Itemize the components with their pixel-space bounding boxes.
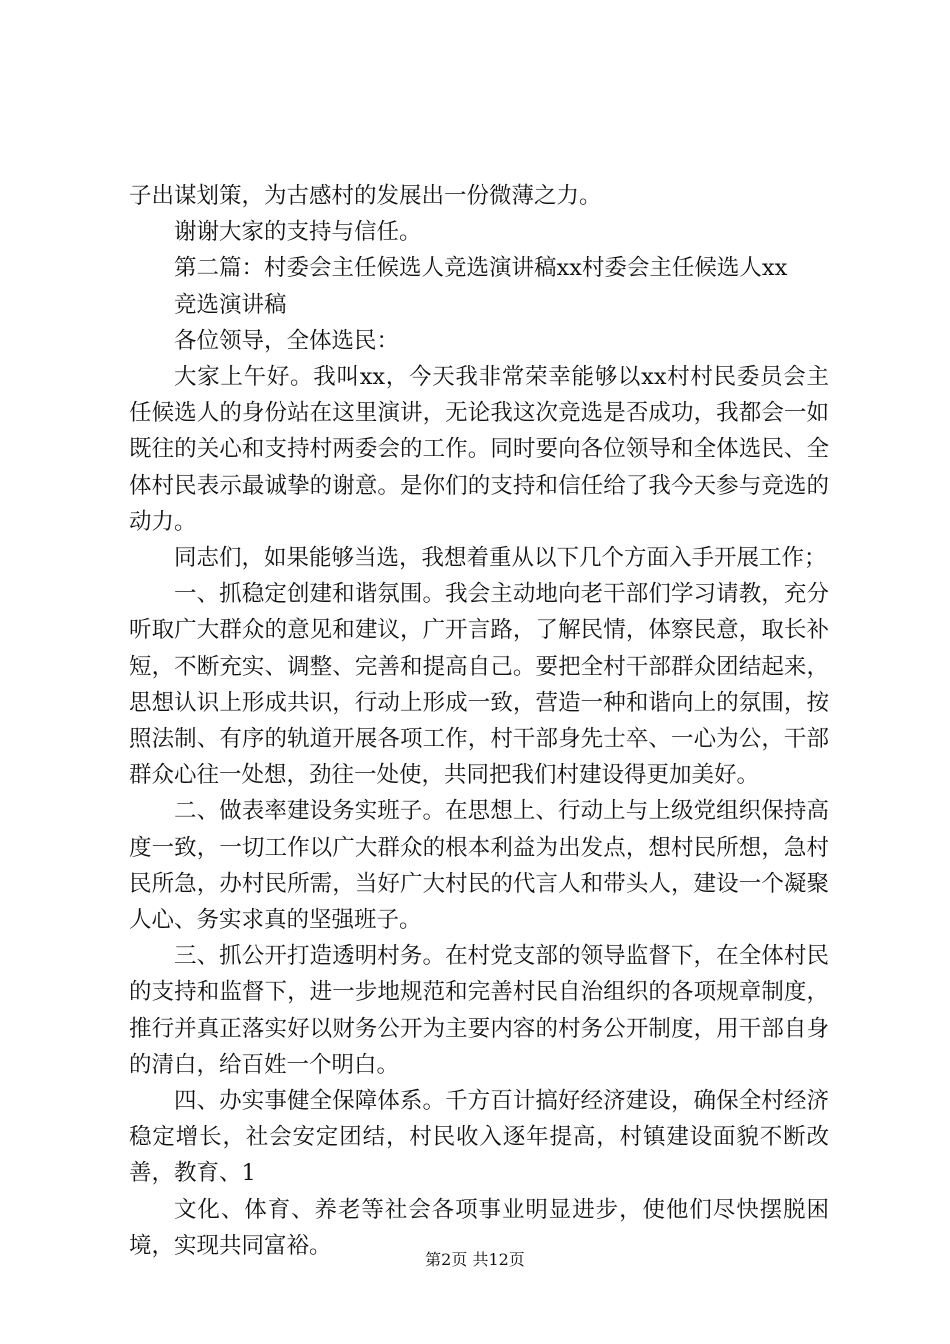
paragraph-point-3: 三、抓公开打造透明村务。在村党支部的领导监督下，在全体村民的支持和监督下，进一步地规范和完善村民自治组织的各项规章制度，推行并真正落实好以财务公开为主要内容的村务公开制度，用干部自身的清白，给百姓一个明白。	[129, 943, 829, 1078]
paragraph-point-2: 二、做表率建设务实班子。在思想上、行动上与上级党组织保持高度一致，一切工作以广大群众的根本利益为出发点，想村民所想，急村民所急，办村民所需，当好广大村民的代言人和带头人，建设一个凝聚人心、务实求真的坚强班子。	[129, 798, 829, 934]
paragraph-point-1: 一、抓稳定创建和谐氛围。我会主动地向老干部们学习请教，充分听取广大群众的意见和建议，广开言路，了解民情，体察民意，取长补短，不断充实、调整、完善和提高自己。要把全村干部群众团结起来，思想认识上形成共识，行动上形成一致，营造一种和谐向上的氛围，按照法制、有序的轨道开展各项工作，村干部身先士卒、一心为公，干部群众心往一处想，劲往一处使，共同把我们村建设得更加美好。	[129, 581, 829, 789]
section-heading: 第二篇：村委会主任候选人竞选演讲稿xx村委会主任候选人xx	[174, 255, 788, 282]
paragraph-continuation: 子出谋划策，为古感村的发展出一份微薄之力。	[129, 183, 602, 209]
paragraph-point-4: 四、办实事健全保障体系。千方百计搞好经济建设，确保全村经济稳定增长，社会安定团结，村民收入逐年提高，村镇建设面貌不断改善，教育、1	[129, 1088, 829, 1187]
salutation: 各位领导，全体选民：	[174, 327, 400, 354]
paragraph-point-4-cont: 文化、体育、养老等社会各项事业明显进步，使他们尽快摆脱困境，实现共同富裕。	[129, 1196, 829, 1259]
page-footer: 第2页 共12页	[425, 1250, 525, 1269]
paragraph-plan: 同志们，如果能够当选，我想着重从以下几个方面入手开展工作；	[174, 545, 827, 572]
paragraph-intro: 大家上午好。我叫xx，今天我非常荣幸能够以xx村村民委员会主任候选人的身份站在这里演讲，无论我这次竞选是否成功，我都会一如既往的关心和支持村两委会的工作。同时要向各位领导和全体选民、全体村民表示最诚挚的谢意。是你们的支持和信任给了我今天参与竞选的动力。	[129, 364, 829, 535]
paragraph-thanks: 谢谢大家的支持与信任。	[174, 219, 422, 246]
document-body	[129, 178, 829, 1264]
speech-title: 竞选演讲稿	[174, 291, 287, 318]
